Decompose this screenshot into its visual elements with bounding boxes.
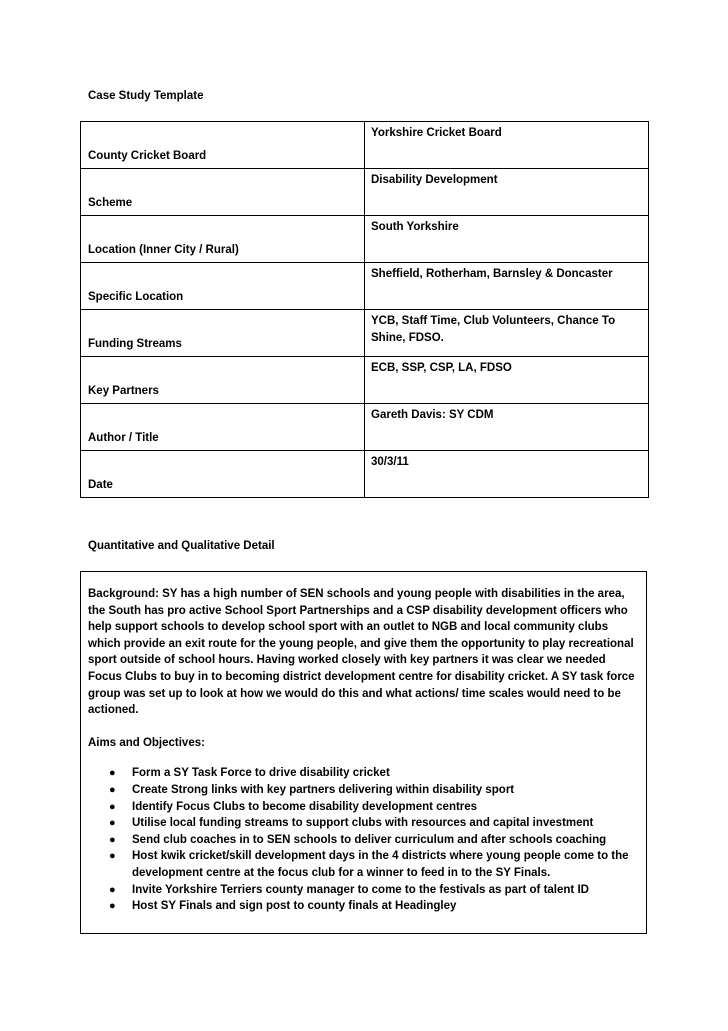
- aim-text: Invite Yorkshire Terriers county manager to come to the festivals as part of talent ID: [132, 883, 589, 896]
- aim-text: Form a SY Task Force to drive disability cricket: [132, 767, 390, 780]
- background-paragraph: Background: SY has a high number of SEN schools and young people with disabilities in the area, the South has pro active School Sport Partnerships and a CSP disability development officers who help support schools to develop school sport with an outlet to NGB and local community clubs which provide an exit route for the young people, and give them the opportunity to play recreational sport outside of school hours. Having worked closely with key partners it was clear we needed Focus Clubs to buy in to becoming district development centre for disability cricket. A SY task force group was set up to look at how we would do this and what actions/ time scales would need to be actioned.: [88, 588, 635, 717]
- aims-heading: Aims and Objectives:: [88, 736, 205, 749]
- list-item: [109, 882, 640, 899]
- row-label: Date: [88, 479, 113, 491]
- aim-text: Utilise local funding streams to support clubs with resources and capital investment: [132, 817, 594, 830]
- bullet-icon: ●: [109, 817, 116, 830]
- row-label: Scheme: [88, 197, 133, 209]
- aim-text: Create Strong links with key partners delivering within disability sport: [132, 783, 515, 796]
- label-cell: [81, 122, 365, 169]
- list-item: [109, 815, 640, 832]
- bullet-icon: ●: [109, 800, 116, 813]
- bullet-icon: ●: [109, 883, 116, 896]
- table-row: [81, 169, 649, 216]
- row-label: Key Partners: [88, 385, 159, 397]
- aim-text: Identify Focus Clubs to become disability development centres: [132, 800, 478, 813]
- table-row: [81, 451, 649, 498]
- document-title: Case Study Template: [88, 90, 204, 102]
- bullet-icon: ●: [109, 900, 116, 913]
- row-value: Sheffield, Rotherham, Barnsley & Doncaster: [371, 268, 613, 280]
- table-row: [81, 216, 649, 263]
- aim-text: Host kwik cricket/skill development days in the 4 districts where young people come to the development centre at the focus club for a winner to feed in to the SY Finals.: [132, 850, 629, 879]
- aims-list: [88, 765, 640, 914]
- list-item: [109, 832, 640, 849]
- table-row: [81, 263, 649, 310]
- row-value: Disability Development: [371, 174, 498, 186]
- row-label: County Cricket Board: [88, 150, 207, 162]
- row-value: 30/3/11: [371, 456, 409, 468]
- table-row: [81, 404, 649, 451]
- label-cell: [81, 169, 365, 216]
- label-cell: [81, 451, 365, 498]
- list-item: [109, 765, 640, 782]
- label-cell: [81, 357, 365, 404]
- list-item: [109, 799, 640, 816]
- detail-content: [88, 586, 640, 915]
- label-cell: [81, 310, 365, 357]
- label-cell: [81, 216, 365, 263]
- label-cell: [81, 263, 365, 310]
- value-cell: [365, 122, 649, 169]
- bullet-icon: ●: [109, 850, 116, 863]
- row-label: Location (Inner City / Rural): [88, 244, 239, 256]
- row-label: Funding Streams: [88, 338, 182, 350]
- list-item: [109, 782, 640, 799]
- list-item: [109, 898, 640, 915]
- value-cell: [365, 404, 649, 451]
- row-value: Yorkshire Cricket Board: [371, 127, 502, 139]
- label-cell: [81, 404, 365, 451]
- list-item: [109, 848, 640, 881]
- aim-text: Host SY Finals and sign post to county finals at Headingley: [132, 900, 457, 913]
- row-value: South Yorkshire: [371, 221, 459, 233]
- detail-box: [80, 571, 647, 934]
- bullet-icon: ●: [109, 783, 116, 796]
- value-cell: [365, 451, 649, 498]
- bullet-icon: ●: [109, 767, 116, 780]
- value-cell: [365, 263, 649, 310]
- row-value: ECB, SSP, CSP, LA, FDSO: [371, 362, 512, 374]
- row-label: Author / Title: [88, 432, 159, 444]
- value-cell: [365, 357, 649, 404]
- section-heading: Quantitative and Qualitative Detail: [88, 540, 275, 552]
- row-label: Specific Location: [88, 291, 184, 303]
- aim-text: Send club coaches in to SEN schools to deliver curriculum and after schools coaching: [132, 833, 607, 846]
- value-cell: [365, 216, 649, 263]
- row-value: Gareth Davis: SY CDM: [371, 409, 494, 421]
- row-value: YCB, Staff Time, Club Volunteers, Chance To Shine, FDSO.: [371, 315, 616, 344]
- value-cell: [365, 310, 649, 357]
- table-row: [81, 122, 649, 169]
- value-cell: [365, 169, 649, 216]
- table-row: [81, 357, 649, 404]
- case-study-info-table: [80, 121, 649, 498]
- table-row: [81, 310, 649, 357]
- bullet-icon: ●: [109, 833, 116, 846]
